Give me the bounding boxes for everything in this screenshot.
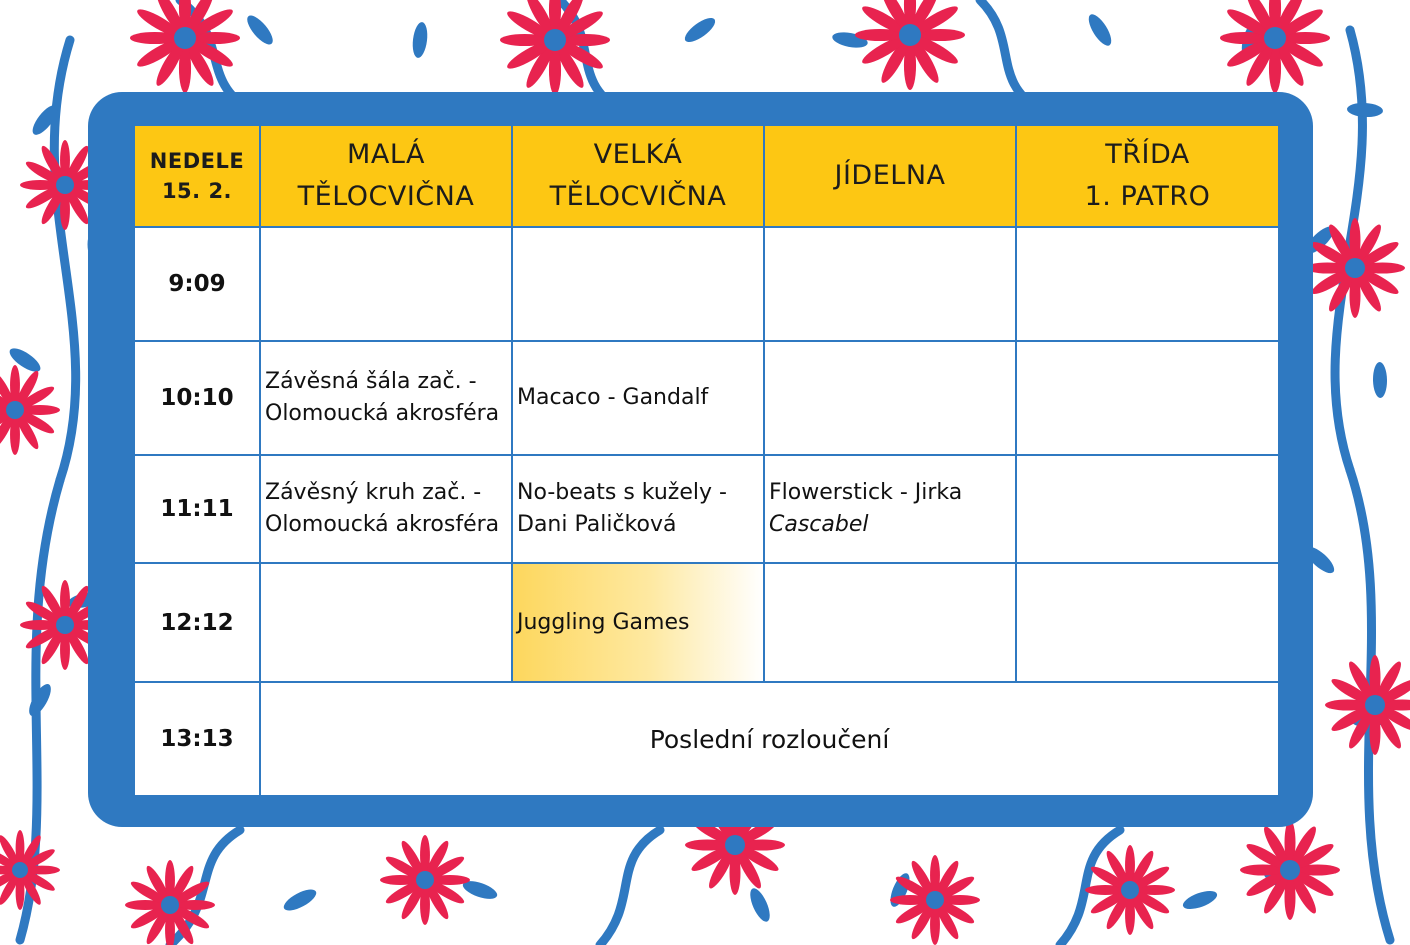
leaf-decoration <box>281 885 319 914</box>
time-cell: 12:12 <box>134 563 260 682</box>
time-cell: 10:10 <box>134 341 260 455</box>
time-cell: 11:11 <box>134 455 260 563</box>
leaf-decoration <box>1085 11 1116 49</box>
leaf-decoration <box>243 12 277 49</box>
flower-decoration <box>1240 820 1340 920</box>
activity-cell-highlighted: Juggling Games <box>512 563 764 682</box>
table-row <box>134 563 1279 682</box>
activity-cell <box>1016 455 1279 563</box>
column-header-jidelna: JÍDELNA <box>764 125 1016 227</box>
flower-decoration <box>0 365 60 455</box>
leaf-decoration <box>681 14 718 46</box>
activity-cell <box>764 563 1016 682</box>
leaf-decoration <box>1347 102 1384 118</box>
activity-cell <box>512 227 764 341</box>
activity-cell <box>1016 227 1279 341</box>
activity-cell: No-beats s kužely - Dani Paličková <box>512 455 764 563</box>
leaf-decoration <box>411 21 429 58</box>
flower-decoration <box>890 855 980 945</box>
day-header <box>134 125 260 227</box>
leaf-decoration <box>1181 887 1220 912</box>
activity-cell <box>764 227 1016 341</box>
day-date: 15. 2. <box>161 179 233 203</box>
leaf-decoration <box>746 886 773 925</box>
activity-cell <box>1016 341 1279 455</box>
flower-decoration <box>125 860 215 945</box>
table-row <box>134 227 1279 341</box>
flower-decoration <box>1085 845 1175 935</box>
vine-decoration <box>54 40 75 480</box>
activity-cell: Flowerstick - Jirka Cascabel <box>764 455 1016 563</box>
column-header-trida: TŘÍDA 1. PATRO <box>1016 125 1279 227</box>
activity-cell <box>260 227 512 341</box>
farewell-cell: Poslední rozloučení <box>260 682 1279 796</box>
activity-cell <box>764 341 1016 455</box>
flower-decoration <box>855 0 965 90</box>
leaf-decoration <box>1373 362 1388 398</box>
time-cell: 13:13 <box>134 682 260 796</box>
flower-decoration <box>380 835 470 925</box>
activity-cell: Závěsná šála zač. - Olomoucká akrosféra <box>260 341 512 455</box>
time-cell: 9:09 <box>134 227 260 341</box>
flower-decoration <box>1220 0 1330 93</box>
vine-decoration <box>600 830 660 945</box>
column-header-velka-telocvicna: VELKÁ TĚLOCVIČNA <box>512 125 764 227</box>
column-header-mala-telocvicna: MALÁ TĚLOCVIČNA <box>260 125 512 227</box>
schedule-table <box>133 124 1280 797</box>
table-row <box>134 682 1279 796</box>
activity-cell: Macaco - Gandalf <box>512 341 764 455</box>
header-row <box>134 125 1279 227</box>
activity-cell: Závěsný kruh zač. - Olomoucká akrosféra <box>260 455 512 563</box>
table-row <box>134 455 1279 563</box>
day-name: NEDELE <box>149 149 245 173</box>
activity-cell <box>260 563 512 682</box>
table-row <box>134 341 1279 455</box>
activity-cell <box>1016 563 1279 682</box>
